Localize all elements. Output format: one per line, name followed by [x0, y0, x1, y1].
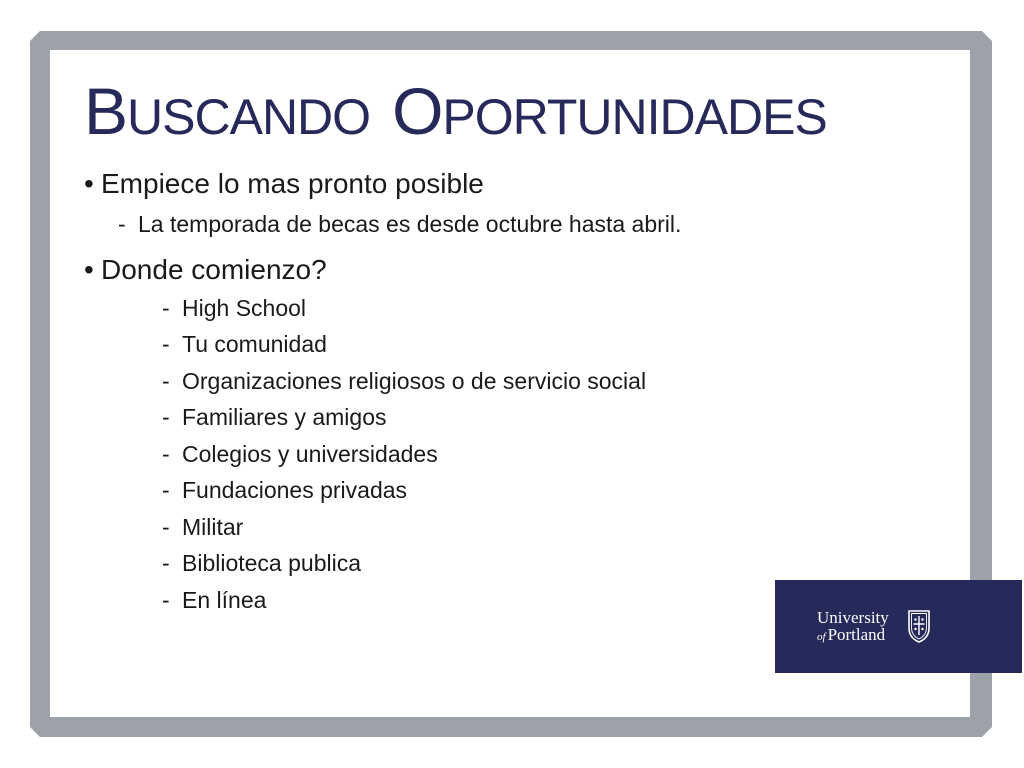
- dash-glyph: -: [162, 477, 170, 503]
- sub-item: [162, 297, 306, 320]
- bullet-item: [84, 256, 327, 284]
- dash-glyph: -: [162, 550, 170, 576]
- dash-glyph: -: [162, 295, 170, 321]
- dash-glyph: -: [162, 404, 170, 430]
- bullet-item: [84, 170, 484, 198]
- university-logo: [775, 580, 1022, 673]
- sub-item-text: La temporada de becas es desde octubre hasta abril.: [138, 211, 682, 237]
- dash-glyph: -: [162, 587, 170, 613]
- sub-item-text: Militar: [182, 514, 244, 540]
- logo-wordmark: [817, 609, 889, 646]
- shield-crest-icon: [908, 609, 930, 643]
- sub-item: [118, 213, 681, 236]
- sub-item: [162, 370, 646, 393]
- sub-item-text: Familiares y amigos: [182, 404, 387, 430]
- bullet-text: Donde comienzo?: [101, 254, 327, 285]
- dash-glyph: -: [162, 331, 170, 357]
- dash-glyph: -: [118, 211, 126, 237]
- bullet-glyph: •: [84, 254, 94, 285]
- sub-item: [162, 589, 266, 612]
- dash-glyph: -: [162, 514, 170, 540]
- sub-item-text: Biblioteca publica: [182, 550, 362, 576]
- sub-item-text: High School: [182, 295, 307, 321]
- sub-item-text: Tu comunidad: [182, 331, 327, 357]
- sub-item: [162, 333, 327, 356]
- sub-item: [162, 443, 438, 466]
- sub-item: [162, 516, 243, 539]
- sub-item-text: Organizaciones religiosos o de servicio social: [182, 368, 647, 394]
- sub-item-text: Fundaciones privadas: [182, 477, 408, 503]
- sub-item: [162, 406, 387, 429]
- bullet-text: Empiece lo mas pronto posible: [101, 168, 484, 199]
- title-word-1: BUSCANDO: [84, 74, 371, 148]
- dash-glyph: -: [162, 368, 170, 394]
- sub-item: [162, 552, 361, 575]
- logo-line-university: University: [817, 608, 889, 627]
- dash-glyph: -: [162, 441, 170, 467]
- sub-item-text: En línea: [182, 587, 267, 613]
- sub-item-text: Colegios y universidades: [182, 441, 438, 467]
- sub-item: [162, 479, 407, 502]
- title-word-2: OPORTUNIDADES: [392, 74, 827, 148]
- logo-line-portland: of Portland: [817, 625, 886, 644]
- bullet-glyph: •: [84, 168, 94, 199]
